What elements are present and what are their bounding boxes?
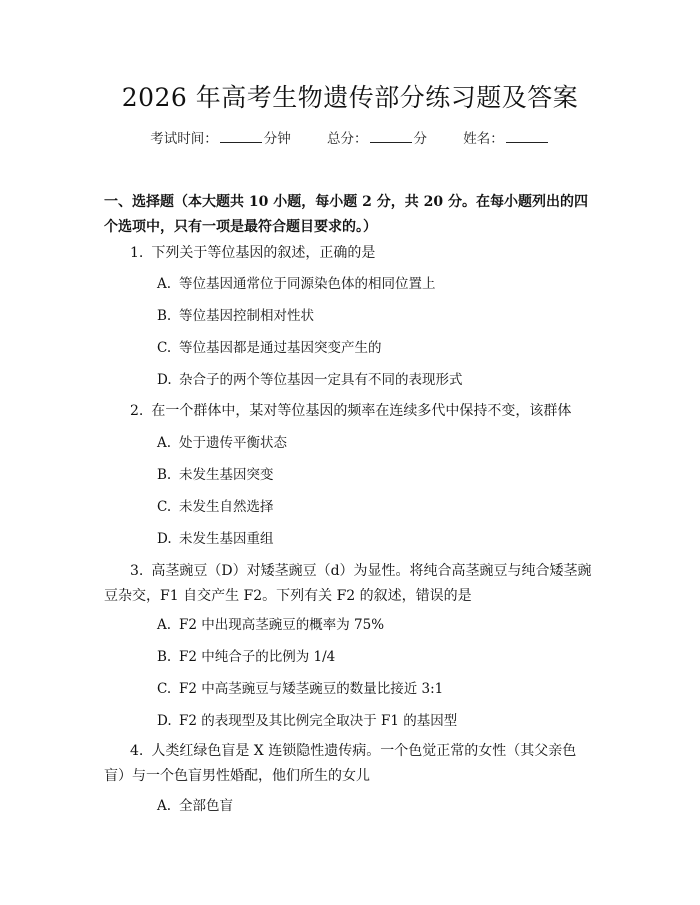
score-unit: 分 bbox=[413, 131, 427, 147]
time-unit: 分钟 bbox=[263, 131, 291, 147]
option-letter: A. bbox=[157, 798, 172, 814]
question-1-option-d bbox=[157, 368, 463, 392]
question-3-option-a bbox=[157, 613, 384, 637]
question-number: 3. bbox=[130, 563, 144, 579]
question-2-option-a bbox=[157, 431, 287, 455]
question-3-option-c bbox=[157, 677, 443, 701]
option-text: F2 中纯合子的比例为 1/4 bbox=[179, 649, 336, 665]
question-stem: 下列关于等位基因的叙述，正确的是 bbox=[151, 245, 376, 261]
option-text: 等位基因通常位于同源染色体的相同位置上 bbox=[179, 276, 436, 292]
time-field bbox=[150, 127, 291, 151]
option-text: 处于遗传平衡状态 bbox=[179, 435, 287, 451]
option-letter: A. bbox=[157, 435, 172, 451]
option-letter: B. bbox=[157, 467, 172, 483]
question-2-option-c bbox=[157, 495, 274, 519]
option-text: 全部色盲 bbox=[179, 798, 233, 814]
score-field bbox=[327, 127, 427, 151]
option-text: 未发生基因突变 bbox=[179, 467, 274, 483]
option-letter: B. bbox=[157, 649, 172, 665]
option-text: F2 中高茎豌豆与矮茎豌豆的数量比接近 3:1 bbox=[179, 681, 444, 697]
question-1 bbox=[104, 241, 596, 266]
question-number: 1. bbox=[130, 245, 144, 261]
option-letter: A. bbox=[157, 617, 172, 633]
option-text: F2 的表现型及其比例完全取决于 F1 的基因型 bbox=[179, 713, 458, 729]
question-1-option-c bbox=[157, 336, 382, 360]
question-2-option-d bbox=[157, 527, 274, 551]
score-label: 总分： bbox=[327, 131, 368, 147]
question-2-option-b bbox=[157, 463, 274, 487]
name-field bbox=[463, 127, 550, 151]
question-1-option-b bbox=[157, 304, 314, 328]
option-letter: C. bbox=[157, 499, 172, 515]
question-number: 4. bbox=[130, 743, 144, 759]
time-blank bbox=[220, 128, 262, 143]
option-letter: A. bbox=[157, 276, 172, 292]
option-letter: D. bbox=[157, 372, 172, 388]
option-letter: D. bbox=[157, 531, 172, 547]
option-text: 未发生基因重组 bbox=[179, 531, 274, 547]
score-blank bbox=[370, 128, 412, 143]
time-label: 考试时间： bbox=[150, 131, 218, 147]
question-3 bbox=[104, 559, 596, 609]
question-number: 2. bbox=[130, 403, 144, 419]
option-letter: D. bbox=[157, 713, 172, 729]
question-4-option-a bbox=[157, 794, 233, 818]
question-1-option-a bbox=[157, 272, 436, 296]
question-3-option-b bbox=[157, 645, 335, 669]
question-2 bbox=[104, 399, 596, 424]
option-text: F2 中出现高茎豌豆的概率为 75% bbox=[179, 617, 385, 633]
option-text: 杂合子的两个等位基因一定具有不同的表现形式 bbox=[179, 372, 463, 388]
question-stem: 高茎豌豆（D）对矮茎豌豆（d）为显性。将纯合高茎豌豆与纯合矮茎豌豆杂交，F1 自交产生 F2。下列有关 F2 的叙述，错误的是 bbox=[104, 563, 592, 604]
exam-meta bbox=[0, 127, 700, 151]
name-blank bbox=[506, 128, 548, 143]
option-text: 等位基因都是通过基因突变产生的 bbox=[179, 340, 382, 356]
section-heading: 一、选择题（本大题共 10 小题，每小题 2 分，共 20 分。在每小题列出的四个选项中，只有一项是最符合题目要求的。） bbox=[104, 194, 588, 235]
question-stem: 人类红绿色盲是 X 连锁隐性遗传病。一个色觉正常的女性（其父亲色盲）与一个色盲男性婚配，他们所生的女儿 bbox=[104, 743, 577, 784]
option-text: 等位基因控制相对性状 bbox=[179, 308, 314, 324]
option-letter: C. bbox=[157, 681, 172, 697]
name-label: 姓名： bbox=[463, 131, 504, 147]
question-3-option-d bbox=[157, 709, 457, 733]
option-letter: C. bbox=[157, 340, 172, 356]
page-title: 2026 年高考生物遗传部分练习题及答案 bbox=[121, 83, 579, 112]
question-stem: 在一个群体中，某对等位基因的频率在连续多代中保持不变，该群体 bbox=[151, 403, 572, 419]
option-letter: B. bbox=[157, 308, 172, 324]
question-4 bbox=[104, 739, 596, 789]
option-text: 未发生自然选择 bbox=[179, 499, 274, 515]
